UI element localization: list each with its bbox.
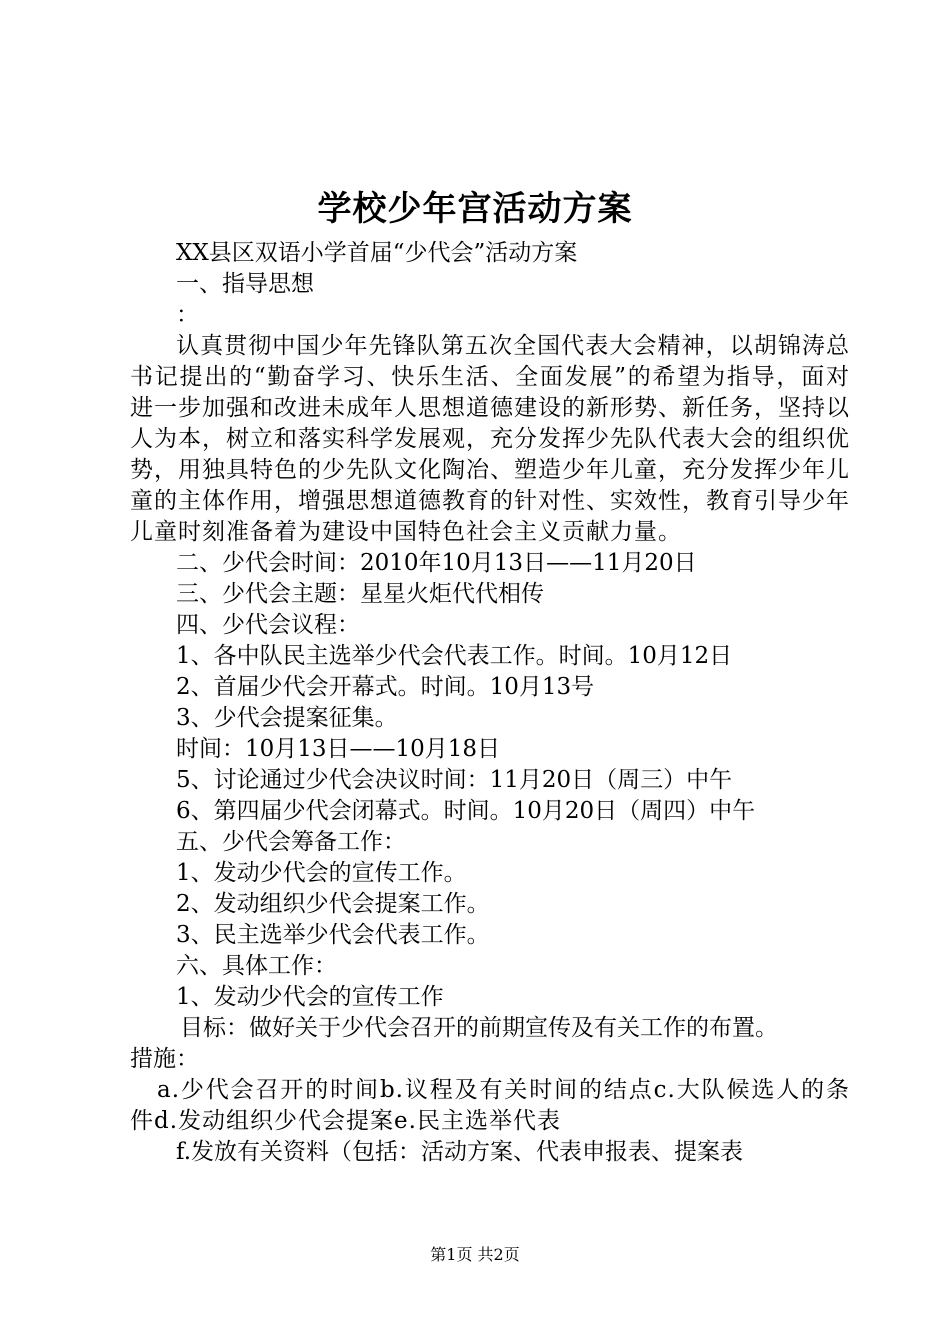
page-footer: 第1页 共2页	[430, 1245, 520, 1264]
section-heading: 一、指导思想	[176, 271, 314, 297]
section-heading: 四、少代会议程：	[176, 612, 360, 638]
list-item: 时间：10月13日——10月18日	[176, 736, 501, 762]
list-item: 6、第四届少代会闭幕式。时间。10月20日（周四）中午	[176, 798, 756, 824]
document-title: 学校少年宫活动方案	[317, 189, 633, 229]
measures-paragraph: a.少代会召开的时间b.议程及有关时间的结点c.大队候选人的条件d.发动组织少代会提案e.民主选举代表	[130, 1077, 850, 1134]
list-item: 3、少代会提案征集。	[176, 705, 398, 731]
document-body	[130, 238, 850, 1168]
list-item: 3、民主选举少代会代表工作。	[176, 922, 490, 948]
list-item: 1、各中队民主选举少代会代表工作。时间。10月12日	[176, 643, 733, 669]
section-heading: 五、少代会筹备工作：	[176, 829, 406, 855]
list-item: 5、讨论通过少代会决议时间：11月20日（周三）中午	[176, 767, 733, 793]
list-item: 1、发动少代会的宣传工作	[176, 984, 444, 1010]
list-item: 1、发动少代会的宣传工作。	[176, 860, 467, 886]
measures-label: 措施：	[130, 1046, 199, 1072]
goal-line: 目标：做好关于少代会召开的前期宣传及有关工作的布置。	[180, 1015, 778, 1041]
list-item: 三、少代会主题：星星火炬代代相传	[176, 581, 544, 607]
subtitle-line: XX县区双语小学首届“少代会”活动方案	[176, 240, 578, 266]
list-item: 2、发动组织少代会提案工作。	[176, 891, 490, 917]
section-heading: 六、具体工作：	[176, 953, 337, 979]
guiding-paragraph: 认真贯彻中国少年先锋队第五次全国代表大会精神，以胡锦涛总书记提出的“勤奋学习、快乐生活、全面发展”的希望为指导，面对进一步加强和改进未成年人思想道德建设的新形势、新任务，坚持以人为本，树立和落实科学发展观，充分发挥少先队代表大会的组织优势，用独具特色的少先队文化陶冶、塑造少年儿童，充分发挥少年儿童的主体作用，增强思想道德教育的针对性、实效性，教育引导少年儿童时刻准备着为建设中国特色社会主义贡献力量。	[130, 333, 850, 545]
list-item: 2、首届少代会开幕式。时间。10月13号	[176, 674, 595, 700]
list-item: f.发放有关资料（包括：活动方案、代表申报表、提案表	[176, 1139, 744, 1165]
colon-line: ：	[176, 302, 199, 328]
list-item: 二、少代会时间：2010年10月13日——11月20日	[176, 550, 697, 576]
